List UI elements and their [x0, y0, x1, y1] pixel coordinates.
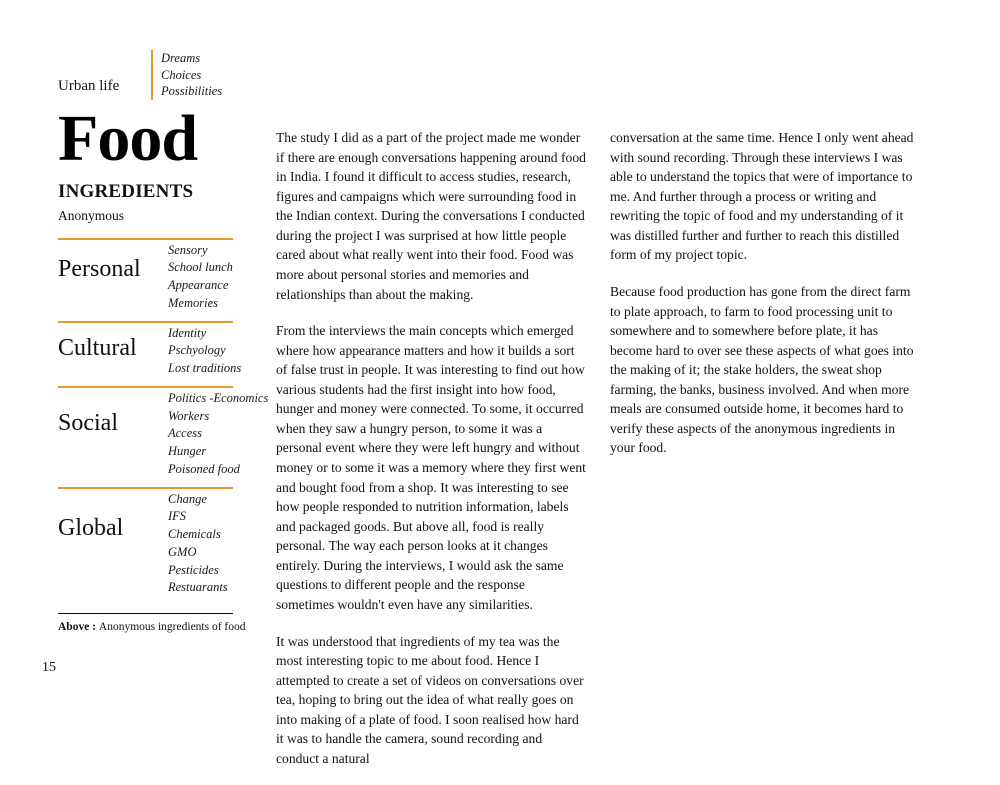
- category-item: Sensory: [168, 242, 208, 257]
- caption-divider: [58, 613, 233, 614]
- urban-life-tag: Choices: [161, 67, 202, 82]
- category-item: Workers: [168, 408, 210, 423]
- urban-life-row: [58, 50, 258, 104]
- paragraph: Because food production has gone from the direct farm to plate approach, to farm to food processing unit to somewhere and to somewhere before plate, it has become hard to over see these aspects of what goes into the making of it; the stake holders, the sweat shop farming, the banks, business involved. And when more meals are consumed outside home, it becomes hard to verify these aspects of the anonymous ingredients in your food.: [610, 283, 914, 456]
- category-item: GMO: [168, 544, 197, 559]
- paragraph: conversation at the same time. Hence I only went ahead with sound recording. Through these interviews I was able to understand the topics that were of importance to me. And further through a process or writing and rewriting the topic of food and my understanding of it was distilled further and further to reach this distilled form of my project topic.: [610, 130, 914, 263]
- paragraph: The study I did as a part of the project made me wonder if there are enough conversations happening around food in India. I found it difficult to access studies, research, figures and campaigns which were surrounding food in the Indian context. During the conversations I conducted during the project I was surprised at how little people cared about what really went into their food. Food was more about personal stories and memories and relationships than about the making.: [276, 130, 586, 302]
- urban-life-tag: Dreams: [161, 51, 201, 65]
- category-name: Cultural: [58, 334, 137, 361]
- category-item: Lost traditions: [168, 361, 242, 376]
- category-item: Identity: [168, 325, 207, 340]
- category-item: Access: [168, 426, 203, 441]
- paragraph: From the interviews the main concepts which emerged where how appearance matters and how it builds a sort of false trust in people. It was interesting to find out how various students had the first insight into how food, hunger and money were connected. To some, it occurred when they saw a hungry person, to some it was a personal event where they were left hungry and without money or to some it was a memory where they first went and bought food from a shop. It was interesting to see how people responded to nutrition information, labels and packaged goods. But above all, food is really personal. The way each person looks at it changes entirely. During the interviews, I would ask the same questions to different people and the response sometimes wouldn't even have any similarities.: [276, 323, 586, 612]
- body-column-left: [276, 128, 586, 785]
- paragraph: It was understood that ingredients of my tea was the most interesting topic to me about food. Hence I attempted to create a set of videos on conversations over tea, hoping to bring out the idea of what really goes on into making of a plate of food. I soon realised how hard it was to handle the camera, sound recording and conduct a natural: [276, 633, 584, 766]
- figure-caption: [58, 620, 258, 636]
- category-item: Appearance: [168, 278, 229, 293]
- page-number: 15: [42, 660, 56, 675]
- urban-life-label: Urban life: [58, 78, 120, 94]
- category-item: Poisoned food: [168, 461, 240, 476]
- category-block-cultural: [58, 321, 258, 378]
- category-item-list: [168, 323, 258, 378]
- urban-life-tag: Possibilities: [161, 84, 223, 99]
- category-item: Hunger: [168, 444, 207, 459]
- category-item: Pesticides: [168, 562, 219, 577]
- category-name: Social: [58, 409, 118, 436]
- category-item: Memories: [168, 295, 218, 310]
- ingredients-heading: INGREDIENTS: [58, 180, 194, 202]
- category-item: Restuarants: [168, 580, 228, 595]
- anonymous-label: Anonymous: [58, 207, 125, 223]
- category-item: Chemicals: [168, 527, 221, 542]
- caption-text: Anonymous ingredients of food: [98, 621, 246, 634]
- category-item: IFS: [168, 509, 187, 524]
- category-item-list: [168, 388, 269, 479]
- body-column-right: [610, 128, 920, 475]
- urban-life-tag-list: [151, 50, 222, 100]
- category-item: School lunch: [168, 260, 233, 275]
- category-item-list: [168, 489, 258, 598]
- caption-label: Above :: [58, 621, 99, 634]
- category-item-list: [168, 240, 258, 313]
- category-item: Politics -Economics: [168, 390, 269, 405]
- category-block-personal: [58, 238, 258, 313]
- category-item: Pschyology: [168, 343, 226, 358]
- category-name: Global: [58, 514, 124, 541]
- category-block-global: [58, 487, 258, 598]
- category-item: Change: [168, 491, 207, 506]
- ingredients-infographic: [58, 50, 269, 636]
- category-block-social: [58, 386, 269, 479]
- page-title: Food: [58, 102, 198, 175]
- category-name: Personal: [58, 255, 141, 282]
